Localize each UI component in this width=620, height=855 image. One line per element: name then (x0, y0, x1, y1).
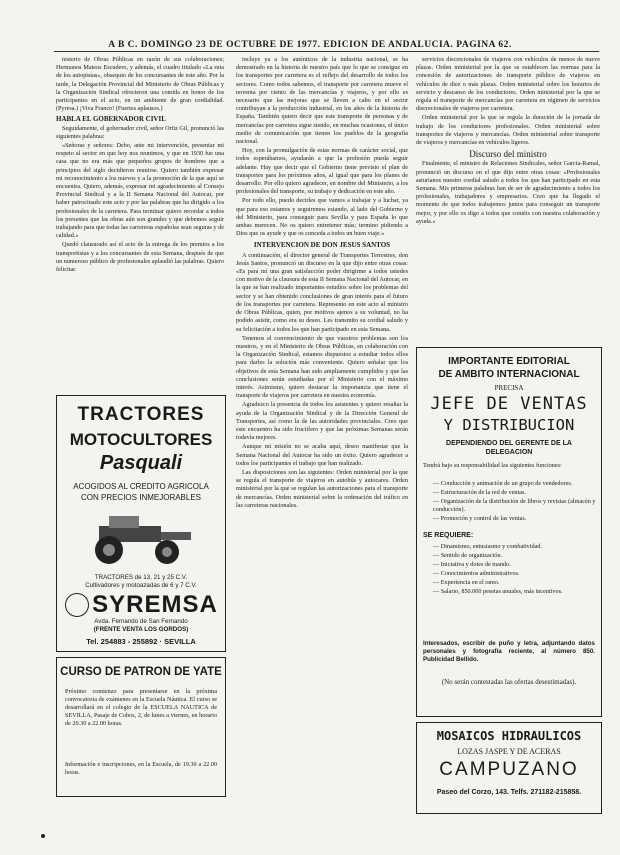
ad-brand-name: Pasquali (99, 452, 183, 474)
ad-tagline-1: ACOGIDOS AL CREDITO AGRICOLA (73, 482, 209, 491)
ad-dealer-address-2: (FRENTE VENTA LOS GORDOS) (93, 626, 189, 633)
section-subhead: Discurso del ministro (469, 149, 547, 160)
article-paragraph: Agradezco la presencia de todos los asistentes y quiero resaltar la ayuda de la Organización Sindical y de la Dirección General de Transportes, así como la de las autoridades provinciales. Creo que este encuentro ha sido fructífero y que las próximas Semanas serán todavía mejores. (236, 401, 408, 442)
article-paragraph: incluye ya a los auténticos de la industria nacional, se ha demostrado en la historia de nuestro país que lo que se consigue en los transportes por carretera es el reflejo del desarrollo de todos los sectores. Como todos sabemos, el transporte por carretera mueve el noventa por ciento de las mercancías y viajeros, y por ello es necesario que las mejoras que se lleven a cabo en el sector contribuyan a la producción industrial, en los años de la historia de España. También quiero decir que este transporte de personas y de mercancías por carretera sigue siendo, en muchas ocasiones, el único medio de comunicación que tienen los pueblos de la geografía nacional. (236, 56, 408, 146)
section-subhead: INTERVENCION DE DON JESUS SANTOS (253, 241, 391, 250)
yacht-course-advertisement (56, 657, 226, 797)
yacht-course-contact: Información e inscripciones, en la Escuela, de 19.30 a 22.00 horas. (65, 761, 217, 776)
ad-motocultores-title: MOTOCULTORES (69, 430, 213, 449)
article-paragraph: Hoy, con la promulgación de estas normas de carácter social, que todos esperábamos, ayudarán a que la profesión pueda seguir adelante. Hay que decir que el Gobierno tiene previsto el plan de transportes para los próximos años, al igual que para los planes de desarrollo. Por ello quiero agradecer, en nombre del Ministerio, a los profesionales del transporte, su trabajo y dedicación en este año. (236, 147, 408, 196)
header-rule (54, 51, 599, 52)
article-paragraph: A continuación, el director general de Transportes Terrestres, don Jesús Santos, pronunció un discurso en la que dijo entre otras cosas: «Es para mí una gran satisfacción poder dirigirme a todos ustedes con motivo de la clausura de esta II Semana Nacional del Autocar, en la que se han realizado importantes estudios sobre los problemas del sector y se han obtenido conclusiones de gran interés para el futuro de los transportes por carretera. Represento en este acto al ministro de Obras Públicas, quien, por motivos ajenos a su voluntad, no ha podido asistir, como era su deseo. Les transmito su cordial saludo y su felicitación a todos los que han participado en esta Semana. (236, 251, 408, 333)
editorial-requirements-list (423, 543, 599, 597)
tractor-advertisement (56, 395, 226, 652)
editorial-dependency: DEPENDIENDO DEL GERENTE DE LA DELEGACION (446, 440, 572, 456)
yacht-course-body: Próximo comienzo para presentarse en la próxima convocatoria de exámenes en la Escuela Náutica. El curso se desarrollará en el colegio de la ESCUELA NAUTICA de SEVILLA, Pasaje de Cobos, 2, de lunes a viernes, en horario de 20.30 a 22.00 horas. (65, 688, 217, 727)
article-paragraph: Aunque mi misión no se acaba aquí, deseo manifestar que la Semana Nacional del Autocar ha sido un éxito. Quiero agradecer a todos los participantes el trabajo que han realizado. (236, 443, 408, 467)
list-item: — Salario, 850.000 pesetas anuales, más incentivos. (433, 588, 599, 596)
column-2 (236, 56, 408, 836)
article-paragraph: nisterio de Obras Públicas en razón de sus colaboraciones; Hermanos Mateos Escudero, y además, el cuadro titulado «La ruta de los autopistas», obsequio de los concursantes de este año. Por la tarde, la Delegación Provincial del Ministerio de Obras Públicas y la Organización Sindical ofrecieron una comida en honor de los participantes en el acto, en un ambiente de gran cordialidad. (Pyresa.) ¡Viva Franco! (Fuertes aplausos.) (56, 56, 224, 113)
list-item: — Experiencia en el ramo. (433, 579, 599, 587)
list-item: — Sentido de organización. (433, 552, 599, 560)
article-paragraph: Orden ministerial por la que se regula la duración de la jornada de trabajo de los conductores profesionales. Orden ministerial sobre transportes de viajeros y mercancías. Orden ministerial sobre transporte de viajeros y mercancías en vehículos ligeros. (416, 114, 600, 147)
editorial-top-line-1: IMPORTANTE EDITORIAL (448, 356, 570, 367)
mosaic-subtitle: LOZAS JASPE Y DE ACERAS (457, 747, 561, 756)
ad-dealer-name: SYREMSA (92, 591, 218, 618)
ad-dealer-phone: Tel. 254883 - 255892 · SEVILLA (86, 637, 196, 646)
column-3 (416, 56, 600, 396)
list-item: — Estructuración de la red de ventas. (433, 489, 599, 497)
article-paragraph: Quedó clausurado así el acto de la entrega de los premios a los transportistas y a los concursantes de esta Semana, después de que un numeroso público de profesionales aplaudió las palabras. Quiero felicitar. (56, 241, 224, 274)
list-item: — Promoción y control de las ventas. (433, 515, 599, 523)
article-paragraph: «Señoras y señores: Debo, ante mi intervención, presentar mi respeto al sector en que hoy nos reunimos, y que en 1930 fue una casa que no era más que pequeños grupos de hombres que a principios del siglo decidieron reunirse. Quiero también expresar mi reconocimiento a los nuevos y a la promoción de la que aquí se encuentra. Quiero, además, expresar mi agradecimiento al Consejo Provincial Sindical y a la II Semana Nacional del Autocar, por haber patrocinado este acto y por las palabras que ha dirigido a los profesionales de la carretera. Para terminar quiero recordar a todos los presentes que las obras aún son grandes y que debemos seguir trabajando para que todas las carreteras españolas sean seguras y de calidad.» (56, 142, 224, 240)
section-heading: HABLA EL GOBERNADOR CIVIL (56, 115, 166, 124)
list-item: — Organización de la distribución de libros y revistas (almacén y conducción). (433, 498, 599, 514)
mosaic-brand: CAMPUZANO (439, 759, 579, 780)
editorial-requirements-title: SE REQUIERE: (423, 532, 474, 539)
article-paragraph: Por todo ello, puedo decirles que vamos a trabajar y a luchar, ya que para eso estamos y seguiremos estando, al lado del Gobierno y del Ministerio, para conseguir para Sevilla y para España lo que ambas merecen. No os quiero entretener más; termino pidiendo a Dios que os ayude y que os conceda a todos un buen viaje.» (236, 197, 408, 238)
editorial-precisa: PRECISA (494, 384, 524, 392)
editorial-note: (No serán contestadas las ofertas desestimadas). (441, 678, 577, 686)
article-paragraph: Finalmente, el ministro de Relaciones Sindicales, señor Garcia-Ramal, pronunció un discurso en el que dijo entre otras cosas: «Profesionales asturianos nuestro cordial saludo a todos los que han participado en esta Semana. Mis primeras palabras han de ser de agradecimiento a todos los profesionales, trabajadores y empresarios. Creo que ha llegado el momento de que todos trabajemos juntos para conseguir un transporte mejor, y por ello os digo a todos que contéis con nuestra colaboración y ayuda.» (416, 160, 600, 225)
editorial-job-advertisement (416, 347, 602, 717)
editorial-functions-list (423, 480, 599, 524)
list-item: — Conocimientos administrativos. (433, 570, 599, 578)
article-paragraph: Seguidamente, el gobernador civil, señor Ortiz Gil, pronunció las siguientes palabras: (56, 124, 224, 140)
article-paragraph: Tenemos el convencimiento de que vuestros problemas son los nuestros, y en el Ministerio de Obras Públicas, en colaboración con la Organización Sindical, estamos dispuestos a estudiar todos ellos para darles la solución más conveniente. Quiero señalar que los objetivos de esta Semana han sido ampliamente cumplidos y que las conclusiones serán estudiadas por el Ministerio con el máximo interés. Asimismo, quiero destacar la importancia que tiene el transporte de viajeros por carretera en nuestra economía. (236, 334, 408, 400)
list-item: — Conducción y animación de un grupo de vendedores. (433, 480, 599, 488)
editorial-job-title-1: JEFE DE VENTAS (430, 394, 588, 414)
ad-small-line-1: TRACTORES de 13, 21 y 25 C.V. (94, 574, 188, 581)
ad-tagline-2: CON PRECIOS INMEJORABLES (80, 493, 202, 502)
page-header: A B C. DOMINGO 23 DE OCTUBRE DE 1977. EDICION DE ANDALUCIA. PAGINA 62. (108, 40, 512, 50)
editorial-intro: Tendrá bajo su responsabilidad las siguientes funciones: (423, 462, 562, 469)
column-1 (56, 56, 224, 391)
mosaic-advertisement (416, 722, 602, 814)
list-item: — Iniciativa y dotes de mando. (433, 561, 599, 569)
ad-tractores-title: TRACTORES (77, 404, 205, 425)
editorial-closing: Interesados, escribir de puño y letra, adjuntando datos personales y fotografía reciente, al número 850. Publicidad Bellido. (423, 640, 595, 663)
page-corner-mark-icon (40, 833, 46, 839)
list-item: — Dinamismo, entusiasmo y combatividad. (433, 543, 599, 551)
tractor-illustration (79, 508, 203, 568)
mosaic-address: Paseo del Corzo, 143. Telfs. 271182-215858. (436, 789, 582, 796)
mosaic-title: MOSAICOS HIDRAULICOS (436, 729, 582, 743)
ad-dealer-address-1: Avda. Fernando de San Fernando (94, 618, 188, 625)
article-paragraph: Las disposiciones son las siguientes: Orden ministerial por la que se regula el transporte de viajeros en autobús y autocares. Orden ministerial por la que se regulan las autorizaciones para el transporte de mercancías. Orden ministerial sobre la ordenación del tráfico en las carreteras nacionales. (236, 468, 408, 509)
editorial-top-line-2: DE AMBITO INTERNACIONAL (438, 369, 580, 380)
ad-small-line-2: Cultivadores y motoazadas de 6 y 7 C.V. (85, 582, 197, 589)
yacht-course-title: CURSO DE PATRON DE YATE (60, 666, 222, 678)
article-paragraph: servicios discrecionales de viajeros con vehículos de menos de nueve plazas. Orden ministerial por la que se establecen las normas para la concesión de autorizaciones de transporte público de viajeros en vehículos de diez o más plazas. Orden ministerial sobre los horarios de servicio y descanso de los conductores. Orden ministerial por la que se regula el transporte de mercancías por carretera en régimen de servicios discrecionales de viajeros por carretera. (416, 56, 600, 113)
editorial-job-title-2: Y DISTRIBUCION (443, 416, 575, 434)
